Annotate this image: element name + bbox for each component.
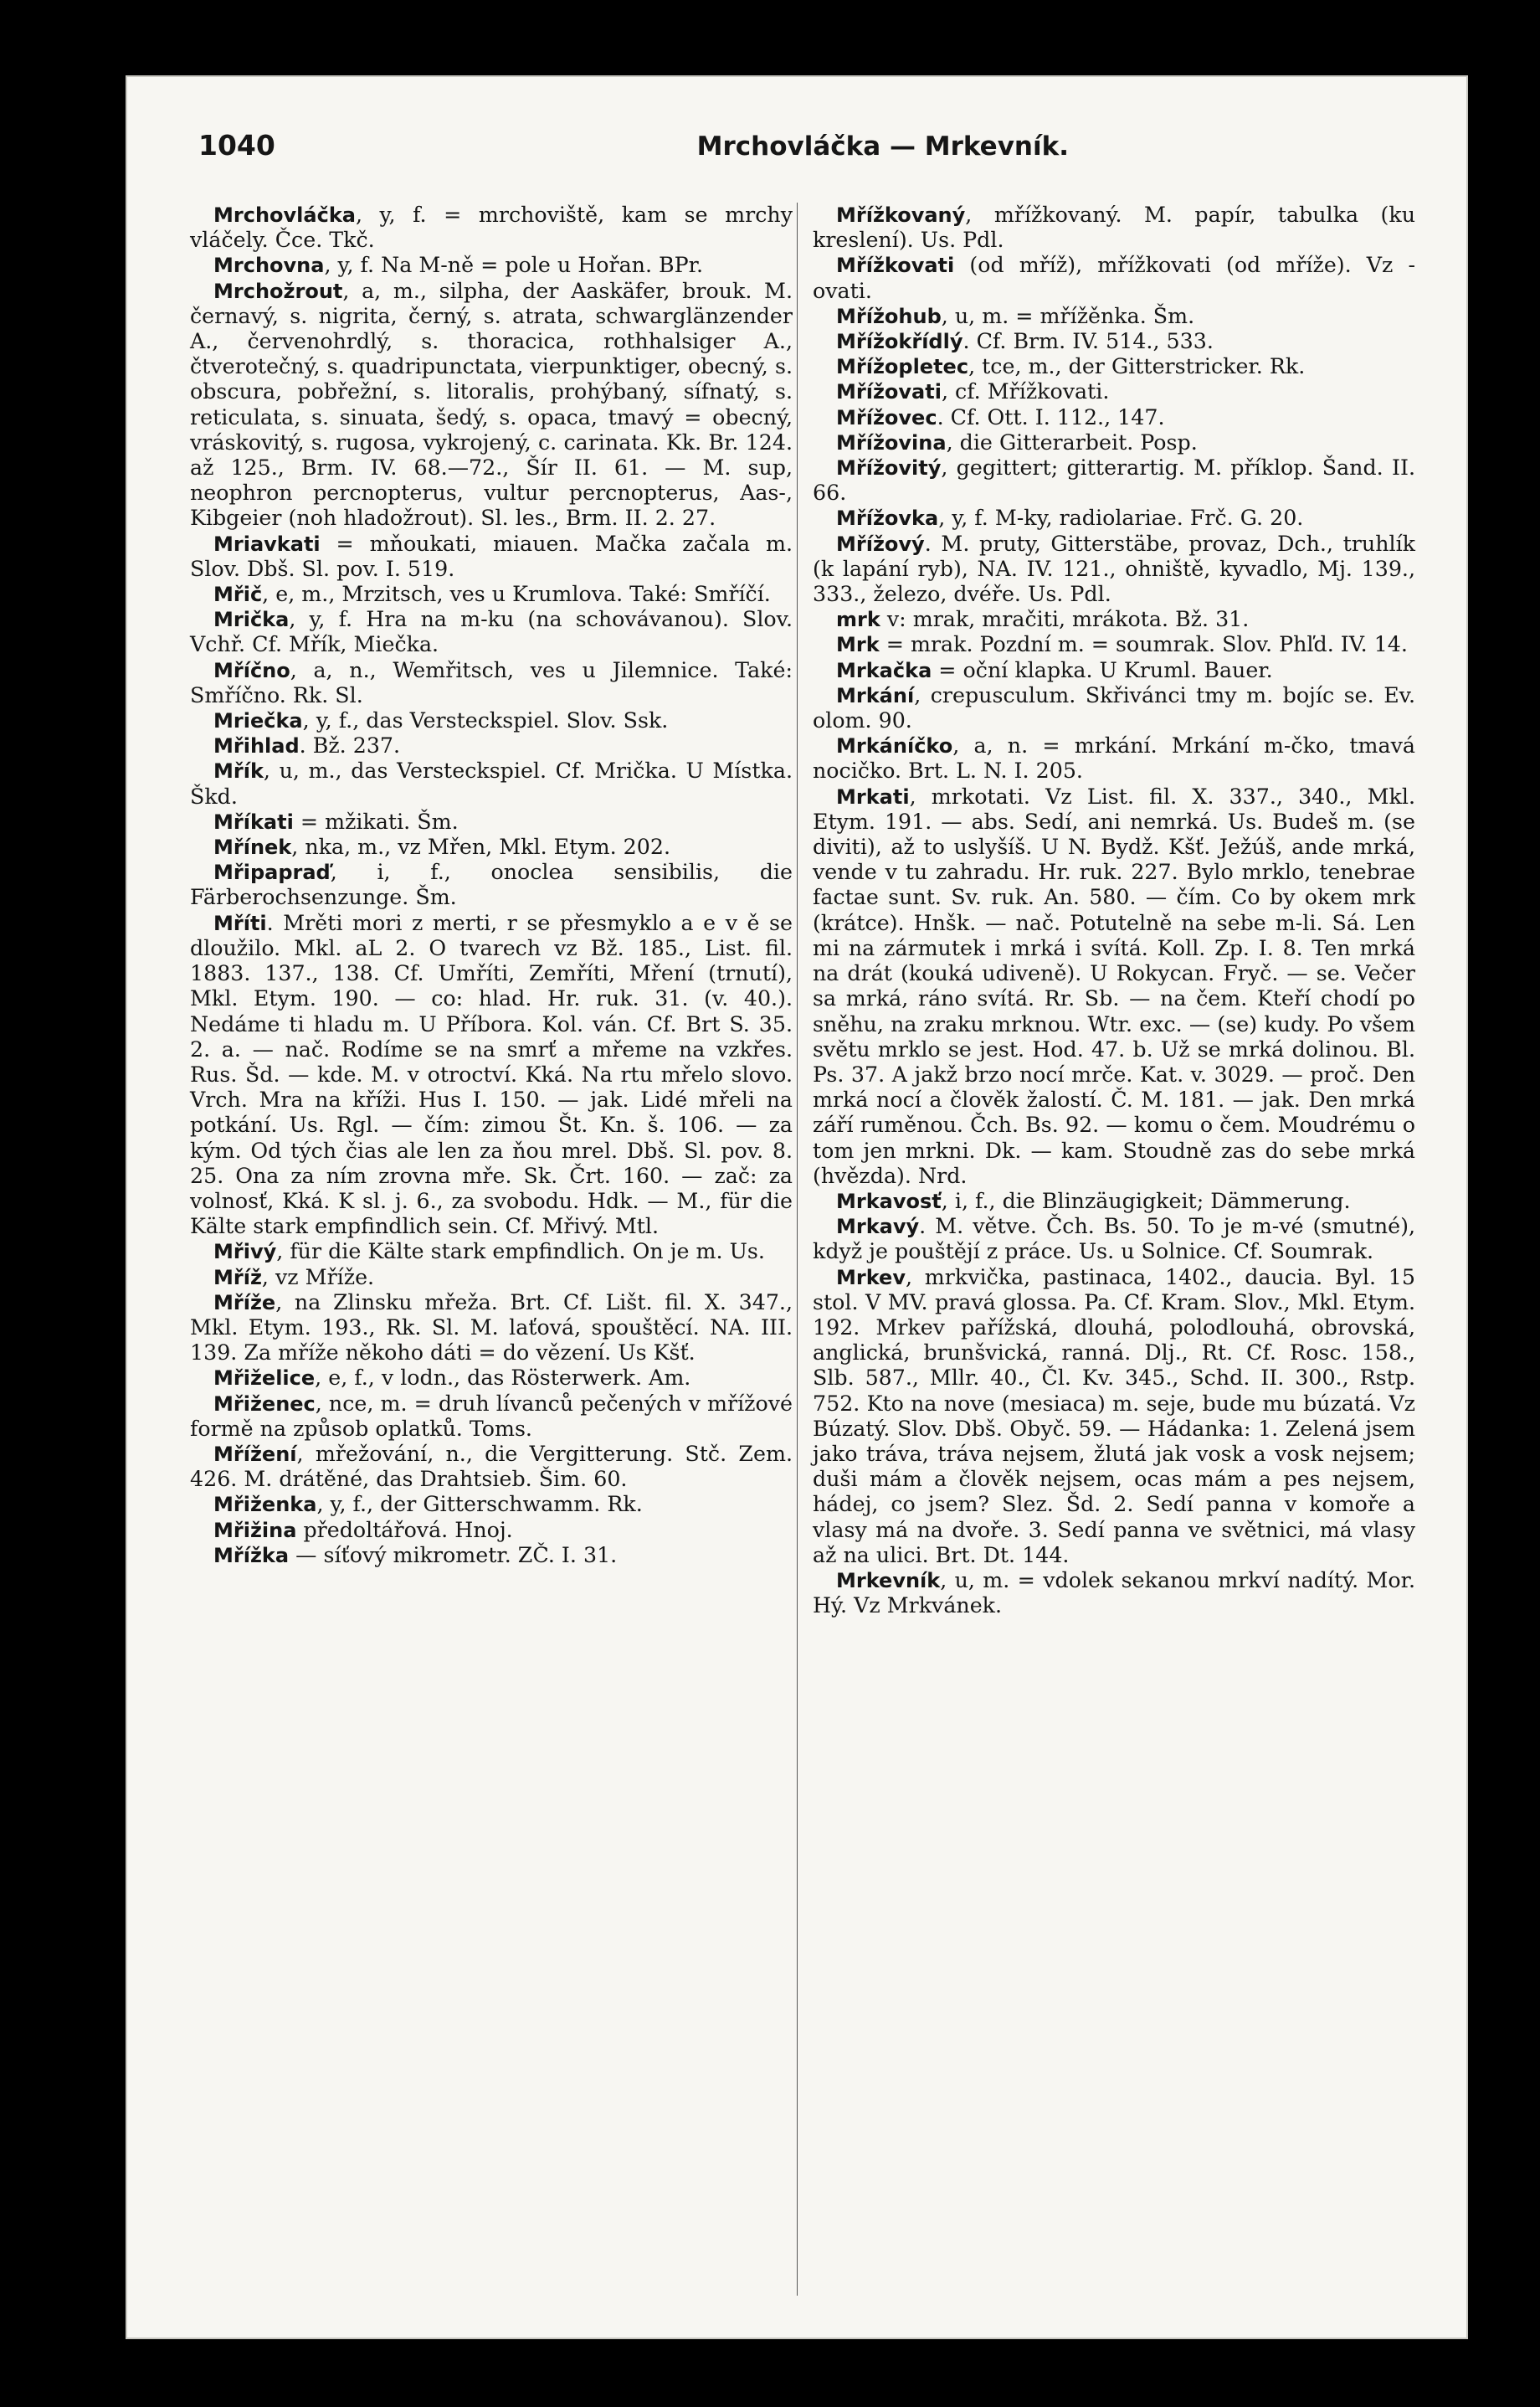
entry-definition: , y, f., das Versteckspiel. Slov. Ssk.: [302, 708, 669, 733]
entry-definition: = mžikati. Šm.: [293, 809, 459, 834]
dictionary-entry: [190, 860, 793, 910]
entry-headword: mrk: [836, 608, 880, 632]
dictionary-entry: [190, 607, 793, 657]
entry-definition: . Cf. Ott. I. 112., 147.: [937, 404, 1165, 429]
entry-definition: , i, f., die Blinzäugigkeit; Dämmerung.: [941, 1188, 1351, 1213]
entry-headword: Mřínek: [213, 836, 292, 860]
dictionary-entry: [190, 279, 793, 532]
dictionary-entry: [813, 354, 1415, 379]
entry-definition: , na Zlinsku mřeža. Brt. Cf. Lišt. fil. X. 347., Mkl. Etym. 193., Rk. Sl. M. laťová, spouštěcí. NA. III. 139. Za mříže někoho dáti = do vězení. Us Kšť.: [190, 1289, 793, 1366]
entry-definition: , i, f., onoclea sensibilis, die Färberochsenzunge. Šm.: [190, 860, 793, 910]
dictionary-entry: [813, 430, 1415, 455]
dictionary-entry: [813, 253, 1415, 303]
entry-definition: , cf. Mřížkovati.: [941, 379, 1110, 404]
dictionary-entry: [190, 203, 793, 253]
dictionary-entry: [813, 658, 1415, 683]
entry-definition: (od mříž), mřížkovati (od mříže). Vz -ovati.: [813, 253, 1415, 303]
dictionary-entry: [190, 1239, 793, 1264]
entry-headword: Mřiženec: [213, 1391, 316, 1416]
entry-definition: , a, m., silpha, der Aaskäfer, brouk. M. černavý, s. nigrita, černý, s. atrata, schwarglänzender A., červenohrdlý, s. thoracica, rothhalsiger A., čtverotečný, s. quadripunctata, vierpunktiger, obecný, s. obscura, pobřežní, s. litoralis, prohýbaný, sífnatý, s. reticulata, s. sinuata, šedý, s. opaca, tmavý = obecný, vráskovitý, s. rugosa, vykrojený, c. carinata. Kk. Br. 124. až 125., Brm. IV. 68.—72., Šír II. 61. — M. sup, neophron percnopterus, vultur percnopterus, Aas-, Kibgeier (noh hladožrout). Sl. les., Brm. II. 2. 27.: [190, 278, 793, 531]
entry-headword: Mrkavý: [836, 1215, 920, 1239]
running-head: Mrchovláčka — Mrkevník.: [696, 131, 1069, 162]
entry-headword: Mřiženka: [213, 1493, 317, 1517]
entry-definition: předoltářová. Hnoj.: [296, 1517, 513, 1542]
entry-definition: , nce, m. = druh lívanců pečených v mřížové formě na způsob oplatků. Toms.: [190, 1391, 793, 1441]
entry-definition: , y, f. M-ky, radiolariae. Frč. G. 20.: [938, 506, 1304, 531]
entry-headword: Mrk: [836, 633, 880, 657]
entry-headword: Mřížkovati: [836, 254, 955, 278]
dictionary-entry: [813, 405, 1415, 430]
entry-definition: , y, f. Na M-ně = pole u Hořan. BPr.: [324, 253, 704, 278]
entry-headword: Mříže: [213, 1290, 276, 1314]
entry-headword: Mriavkati: [213, 532, 321, 556]
entry-headword: Mrkačka: [836, 658, 932, 682]
entry-headword: Mrkání: [836, 683, 915, 707]
dictionary-entry: [813, 1265, 1415, 1568]
dictionary-entry: [190, 1518, 793, 1543]
entry-definition: , y, f. = mrchoviště, kam se mrchy vláčely. Čce. Tkč.: [190, 203, 793, 253]
entry-definition: . Mrěti mori z merti, r se přesmyklo a e v ě se dloužilo. Mkl. aL 2. O tvarech vz Bž. 185., List. fil. 1883. 137., 138. Cf. Umříti, Zemříti, Mření (trnutí), Mkl. Etym. 190. — co: hlad. Hr. ruk. 31. (v. 40.). Nedáme ti hladu m. U Příbora. Kol. ván. Cf. Brt S. 35. 2. a. — nač. Rodíme se na smrť a mřeme na vzkřes. Rus. Šd. — kde. M. v otroctví. Kká. Na rtu mřelo slovo. Vrch. Mra na kříži. Hus I. 150. — jak. Lidé mřeli na potkání. Us. Rgl. — čím: zimou Št. Kn. š. 106. — za kým. Od tých čias ale len za ňou mrel. Dbš. Sl. pov. 8. 25. Ona za ním zrovna mře. Sk. Črt. 160. — zač: za volnosť, Kká. K sl. j. 6., za svobodu. Hdk. — M., für die Kälte stark empfindlich sein. Cf. Mřivý. Mtl.: [190, 910, 793, 1239]
entry-definition: = mrak. Pozdní m. = soumrak. Slov. Phľd. IV. 14.: [879, 632, 1408, 657]
entry-headword: Mřížopletec: [836, 355, 969, 379]
entry-headword: Mrkavosť: [836, 1189, 942, 1213]
dictionary-entry: [190, 582, 793, 607]
entry-headword: Mříti: [213, 911, 267, 935]
dictionary-entry: [813, 1214, 1415, 1264]
dictionary-entry: [813, 632, 1415, 657]
entry-definition: , mřížkovaný. M. papír, tabulka (ku kreslení). Us. Pdl.: [813, 203, 1415, 253]
dictionary-entry: [190, 835, 793, 860]
dictionary-entry: [190, 759, 793, 809]
entry-definition: , crepusculum. Skřivánci tmy m. bojíc se. Ev. olom. 90.: [813, 682, 1415, 733]
entry-headword: Mřížení: [213, 1442, 297, 1466]
page-number: 1040: [198, 129, 275, 162]
dictionary-entry: [190, 1492, 793, 1517]
entry-definition: , gegittert; gitterartig. M. příklop. Šand. II. 66.: [813, 455, 1415, 506]
dictionary-entry: [813, 203, 1415, 253]
dictionary-entry: [190, 1442, 793, 1492]
entry-definition: , mřežování, n., die Vergitterung. Stč. Zem. 426. M. drátěné, das Drahtsieb. Šim. 60.: [190, 1441, 793, 1492]
dictionary-entry: [190, 532, 793, 582]
entry-definition: , e, f., v lodn., das Rösterwerk. Am.: [315, 1366, 691, 1391]
entry-headword: Mřížovka: [836, 507, 939, 531]
left-column: [190, 203, 793, 1568]
entry-definition: — síťový mikrometr. ZČ. I. 31.: [289, 1542, 618, 1567]
dictionary-entry: [813, 784, 1415, 1189]
entry-headword: Mrchožrout: [213, 279, 343, 303]
entry-definition: , für die Kälte stark empfindlich. On je m. Us.: [276, 1239, 765, 1264]
entry-definition: , e, m., Mrzitsch, ves u Krumlova. Také: Smříčí.: [262, 582, 771, 607]
dictionary-entry: [190, 1366, 793, 1391]
entry-definition: , tce, m., der Gitterstricker. Rk.: [968, 354, 1306, 379]
entry-headword: Mříčno: [213, 658, 290, 682]
entry-headword: Mrkati: [836, 784, 910, 809]
entry-definition: , u, m. = vdolek sekanou mrkví nadítý. Mor. Hý. Vz Mrkvánek.: [813, 1567, 1415, 1618]
dictionary-page: [126, 75, 1468, 2339]
entry-definition: . Bž. 237.: [299, 733, 401, 759]
dictionary-entry: [190, 733, 793, 759]
entry-headword: Mřihlad: [213, 734, 300, 759]
entry-headword: Mřížovitý: [836, 456, 942, 481]
entry-definition: , u, m., das Versteckspiel. Cf. Mrička. U Místka. Škd.: [190, 759, 793, 809]
entry-definition: . Cf. Brm. IV. 514., 533.: [963, 329, 1214, 354]
entry-headword: Mřížovec: [836, 405, 937, 429]
entry-definition: . M. pruty, Gitterstäbe, provaz, Dch., truhlík (k lapání ryb), NA. IV. 121., ohniště, kyvadlo, Mj. 139., 333., železo, dvéře. Us. Pdl.: [813, 531, 1415, 607]
dictionary-entry: [813, 532, 1415, 608]
entry-headword: Mřík: [213, 759, 264, 784]
entry-headword: Mřížovina: [836, 430, 947, 455]
dictionary-entry: [190, 1265, 793, 1290]
entry-headword: Mřiželice: [213, 1366, 316, 1391]
entry-headword: Mrkáníčko: [836, 734, 953, 759]
entry-definition: , vz Mříže.: [261, 1264, 375, 1289]
entry-headword: Mříž: [213, 1265, 262, 1289]
dictionary-entry: [190, 810, 793, 835]
dictionary-entry: [190, 1543, 793, 1568]
dictionary-entry: [813, 607, 1415, 632]
entry-definition: , die Gitterarbeit. Posp.: [946, 429, 1198, 455]
dictionary-entry: [813, 1189, 1415, 1214]
dictionary-entry: [813, 304, 1415, 329]
entry-headword: Mřížový: [836, 532, 925, 556]
entry-definition: , nka, m., vz Mřen, Mkl. Etym. 202.: [291, 835, 670, 860]
entry-headword: Mřižina: [213, 1518, 297, 1542]
entry-definition: , a, n. = mrkání. Mrkání m-čko, tmavá nocičko. Brt. L. N. I. 205.: [813, 733, 1415, 784]
right-column: [813, 203, 1415, 1618]
entry-headword: Mrchovna: [213, 254, 325, 278]
column-divider: [797, 203, 798, 2296]
entry-headword: Mřížovati: [836, 380, 942, 404]
dictionary-entry: [190, 1391, 793, 1442]
dictionary-entry: [813, 683, 1415, 733]
dictionary-entry: [190, 911, 793, 1240]
dictionary-entry: [190, 253, 793, 278]
entry-definition: , mrkvička, pastinaca, 1402., daucia. Byl. 15 stol. V MV. pravá glossa. Pa. Cf. Kram. Slov., Mkl. Etym. 192. Mrkev pařížská, dlouhá, polodlouhá, obrovská, anglická, brunšvická, ranná. Dlj., Rt. Cf. Rosc. 158., Slb. 587., Mllr. 40., Čl. Kv. 345., Schd. II. 300., Rstp. 752. Kto na nove (mesiaca) m. seje, bude mu búzatá. Vz Búzatý. Slov. Dbš. Obyč. 59. — Hádanka: 1. Zelená jsem jako tráva, tráva nejsem, žlutá jak vosk a vosk nejsem; duši mám a člověk nejsem, ocas mám a pes nejsem, hádej, co jsem? Slez. Šd. 2. Sedí panna v komoře a vlasy má na dvoře. 3. Sedí panna ve světnici, má vlasy až na ulici. Brt. Dt. 144.: [813, 1264, 1415, 1567]
entry-definition: v: mrak, mračiti, mrákota. Bž. 31.: [880, 607, 1250, 632]
dictionary-entry: [190, 1290, 793, 1366]
entry-headword: Mrkevník: [836, 1568, 941, 1592]
dictionary-entry: [813, 455, 1415, 506]
entry-headword: Mrička: [213, 608, 290, 632]
dictionary-entry: [190, 658, 793, 708]
entry-headword: Mřížokřídlý: [836, 330, 963, 354]
entry-definition: , y, f., der Gitterschwamm. Rk.: [316, 1492, 643, 1517]
entry-headword: Mřížka: [213, 1543, 290, 1567]
entry-headword: Mřipapraď: [213, 861, 331, 885]
page-header: [198, 129, 1144, 162]
entry-headword: Mriečka: [213, 709, 303, 733]
entry-definition: , mrkotati. Vz List. fil. X. 337., 340., Mkl. Etym. 191. — abs. Sedí, ani nemrká. Us. Budeš m. (se diviti), až to uslyšíš. U N. Bydž. Kšť. Ježúš, ande mrká, vende v tu zahradu. Hr. ruk. 227. Bylo mrklo, tenebrae factae sunt. Sv. ruk. An. 580. — čím. Co by okem mrk (krátce). Hnšk. — nač. Potutelně na sebe m-li. Sá. Len mi na zármutek i mrká i svítá. Koll. Zp. I. 8. Ten mrká na drát (kouká udiveně). U Rokycan. Fryč. — se. Večer sa mrká, ráno svítá. Rr. Sb. — na čem. Kteří chodí po sněhu, na zraku mrknou. Wtr. exc. — (se) kudy. Po všem světu mrklo se jest. Hod. 47. b. Už se mrká dolinou. Bl. Ps. 37. A jakž brzo nocí mrče. Kat. v. 3029. — proč. Den mrká nocí a člověk žalostí. Č. M. 181. — jak. Den mrká září ruměnou. Čch. Bs. 92. — komu o čem. Moudrému o tom jen mrkni. Dk. — kam. Stoudně zas do sebe mrká (hvězda). Nrd.: [813, 784, 1415, 1188]
entry-headword: Mříkati: [213, 810, 294, 834]
entry-headword: Mřížkovaný: [836, 203, 966, 227]
entry-definition: = mňoukati, miauen. Mačka začala m. Slov. Dbš. Sl. pov. I. 519.: [190, 531, 793, 581]
entry-definition: , y, f. Hra na m-ku (na schovávanou). Slov. Vchř. Cf. Mřík, Miečka.: [190, 607, 793, 657]
entry-headword: Mřič: [213, 583, 263, 607]
entry-headword: Mřivý: [213, 1240, 277, 1264]
entry-definition: , u, m. = mřížěnka. Šm.: [941, 303, 1195, 328]
dictionary-entry: [190, 708, 793, 733]
entry-headword: Mrkev: [836, 1265, 906, 1289]
entry-headword: Mrchovláčka: [213, 203, 356, 227]
dictionary-entry: [813, 379, 1415, 404]
entry-definition: = oční klapka. U Kruml. Bauer.: [932, 657, 1273, 682]
dictionary-entry: [813, 506, 1415, 531]
dictionary-entry: [813, 733, 1415, 784]
dictionary-entry: [813, 329, 1415, 354]
entry-definition: , a, n., Wemřitsch, ves u Jilemnice. Také: Smříčno. Rk. Sl.: [190, 657, 793, 707]
entry-headword: Mřížohub: [836, 304, 942, 328]
dictionary-entry: [813, 1568, 1415, 1618]
entry-definition: . M. větve. Čch. Bs. 50. To je m-vé (smutné), když je pouštějí z práce. Us. u Solnice. Cf. Soumrak.: [813, 1214, 1415, 1264]
